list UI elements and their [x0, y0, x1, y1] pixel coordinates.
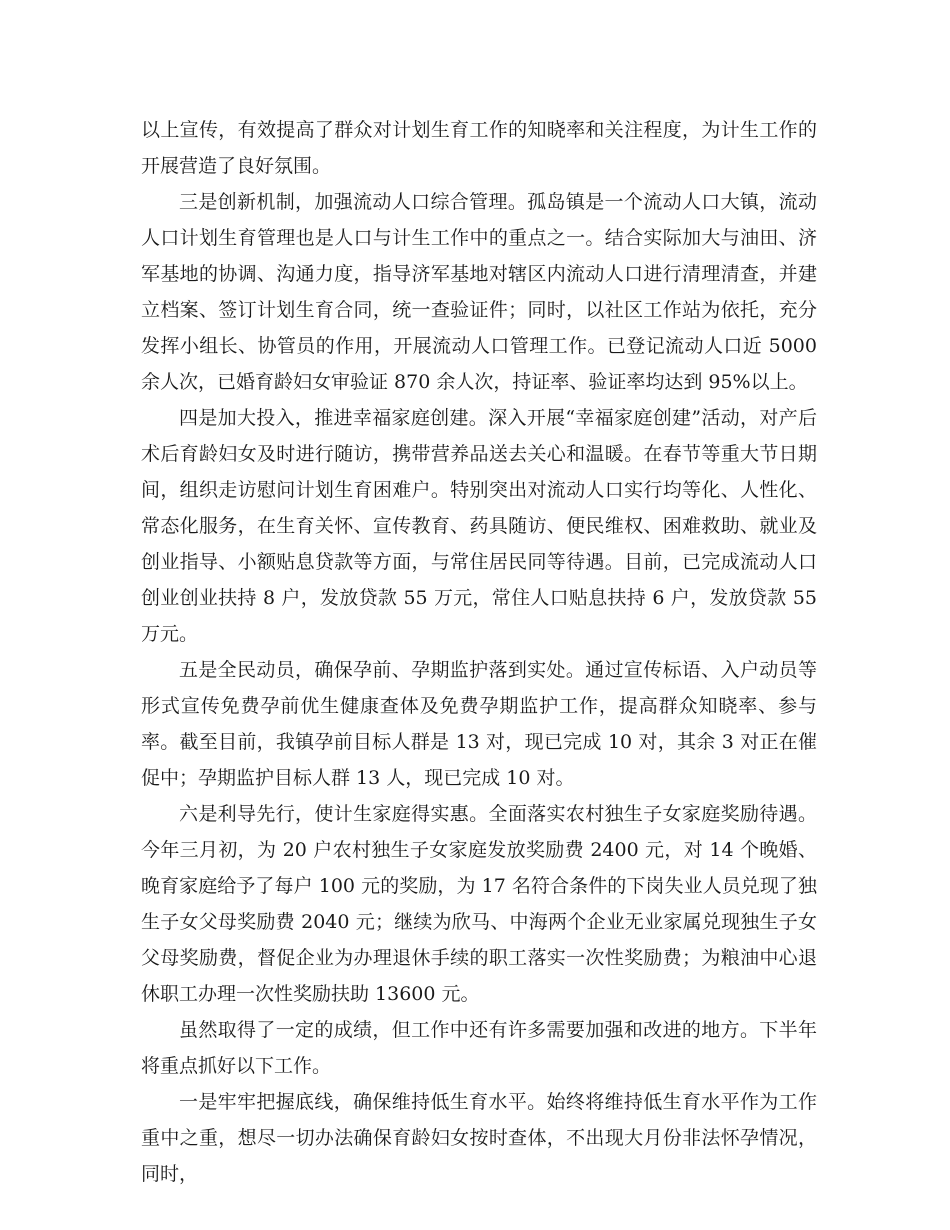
paragraph-continued: 以上宣传，有效提高了群众对计划生育工作的知晓率和关注程度，为计生工作的开展营造了良好氛围。 — [141, 119, 817, 177]
paragraph-summary: 虽然取得了一定的成绩，但工作中还有许多需要加强和改进的地方。下半年将重点抓好以下工作。 — [141, 1019, 817, 1077]
paragraph-prenatal-care: 五是全民动员，确保孕前、孕期监护落到实处。通过宣传标语、入户动员等形式宣传免费孕前优生健康查体及免费孕期监护工作，提高群众知晓率、参与率。截至目前，我镇孕前目标人群是 13 对，现已完成 10 对，其余 3 对正在催促中；孕期监护目标人群 13 人，现已完成 10 对。 — [141, 659, 817, 789]
paragraph-floating-population: 三是创新机制，加强流动人口综合管理。孤岛镇是一个流动人口大镇，流动人口计划生育管理也是人口与计生工作中的重点之一。结合实际加大与油田、济军基地的协调、沟通力度，指导济军基地对辖区内流动人口进行清理清查，并建立档案、签订计划生育合同，统一查验证件；同时，以社区工作站为依托，充分发挥小组长、协管员的作用，开展流动人口管理工作。已登记流动人口近 5000 余人次，已婚育龄妇女审验证 870 余人次，持证率、验证率均达到 95%以上。 — [141, 191, 817, 393]
paragraph-family-benefits: 六是利导先行，使计生家庭得实惠。全面落实农村独生子女家庭奖励待遇。今年三月初，为 20 户农村独生子女家庭发放奖励费 2400 元，对 14 个晚婚、晚育家庭给予了每户 100 元的奖励，为 17 名符合条件的下岗失业人员兑现了独生子女父母奖励费 2040 元；继续为欣马、中海两个企业无业家属兑现独生子女父母奖励费，督促企业为办理退休手续的职工落实一次性奖励费；为粮油中心退休职工办理一次性奖励扶助 13600 元。 — [141, 803, 817, 1005]
document-body — [141, 112, 817, 1192]
paragraph-next-steps: 一是牢牢把握底线，确保维持低生育水平。始终将维持低生育水平作为工作重中之重，想尽一切办法确保育龄妇女按时查体，不出现大月份非法怀孕情况，同时， — [141, 1091, 817, 1185]
paragraph-happy-family: 四是加大投入，推进幸福家庭创建。深入开展“幸福家庭创建”活动，对产后术后育龄妇女及时进行随访，携带营养品送去关心和温暖。在春节等重大节日期间，组织走访慰问计划生育困难户。特别突出对流动人口实行均等化、人性化、常态化服务，在生育关怀、宣传教育、药具随访、便民维权、困难救助、就业及创业指导、小额贴息贷款等方面，与常住居民同等待遇。目前，已完成流动人口创业创业扶持 8 户，发放贷款 55 万元，常住人口贴息扶持 6 户，发放贷款 55 万元。 — [141, 407, 817, 645]
